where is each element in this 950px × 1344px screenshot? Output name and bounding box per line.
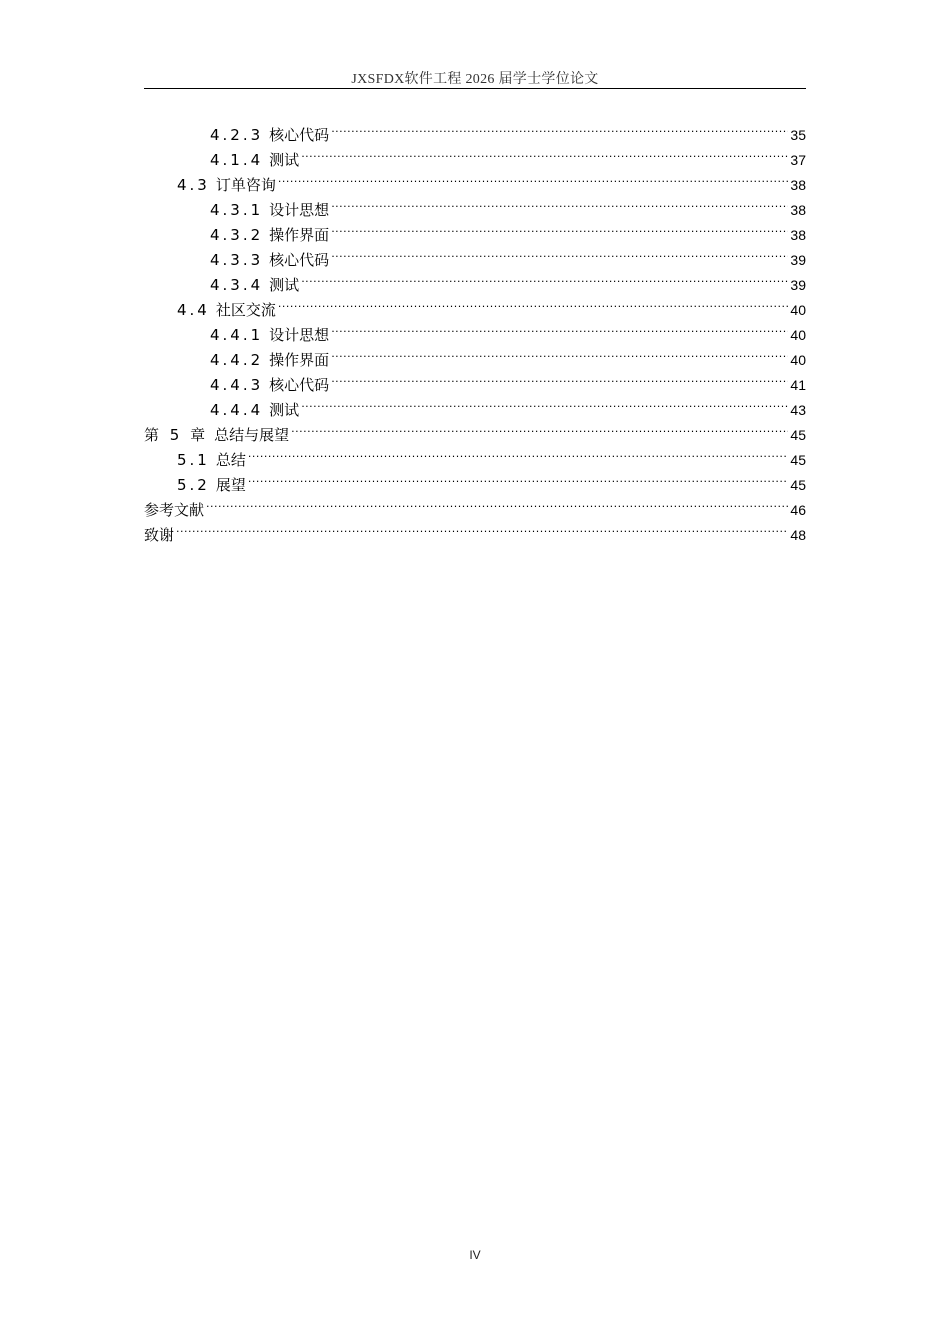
toc-entry-title: 参考文献 xyxy=(144,501,205,519)
toc-dot-leader xyxy=(331,240,788,265)
toc-dot-leader xyxy=(278,165,789,190)
toc-entry-title: 核心代码 xyxy=(269,251,330,269)
toc-entry-number: 第 5 章 xyxy=(144,426,209,444)
toc-entry-page: 45 xyxy=(790,452,806,468)
toc-entry-number: 4.4.2 xyxy=(210,351,264,369)
toc-entry-number: 4.4 xyxy=(177,301,210,319)
toc-entry-number: 5.1 xyxy=(177,451,210,469)
toc-entry-number: 4.3.2 xyxy=(210,226,264,244)
toc-entry-title: 测试 xyxy=(269,401,300,419)
toc-entry-page: 45 xyxy=(790,477,806,493)
toc-dot-leader xyxy=(248,465,789,490)
toc-dot-leader xyxy=(331,340,788,365)
toc-entry-title: 致谢 xyxy=(144,526,175,544)
toc-entry-number: 4.3 xyxy=(177,176,210,194)
toc-entry-title: 操作界面 xyxy=(269,226,330,244)
toc-dot-leader xyxy=(331,365,788,390)
toc-entry-page: 35 xyxy=(790,127,806,143)
toc-dot-leader xyxy=(206,490,788,515)
toc-dot-leader xyxy=(176,515,788,540)
toc-entry-number: 4.3.1 xyxy=(210,201,264,219)
toc-entry-number: 4.4.3 xyxy=(210,376,264,394)
toc-entry-page: 40 xyxy=(790,327,806,343)
toc-dot-leader xyxy=(301,140,788,165)
toc-entry[interactable] xyxy=(144,515,806,544)
toc-entry-page: 46 xyxy=(790,502,806,518)
toc-entry-page: 40 xyxy=(790,302,806,318)
toc-entry-page: 40 xyxy=(790,352,806,368)
toc-entry-number: 4.3.4 xyxy=(210,276,264,294)
toc-dot-leader xyxy=(331,315,788,340)
toc-entry-title: 设计思想 xyxy=(269,326,330,344)
toc-entry-page: 45 xyxy=(790,427,806,443)
toc-entry-title: 测试 xyxy=(269,276,300,294)
toc-dot-leader xyxy=(331,215,788,240)
toc-dot-leader xyxy=(331,190,788,215)
header-rule xyxy=(144,88,806,89)
toc-entry-title: 总结 xyxy=(215,451,246,469)
toc-entry-page: 39 xyxy=(790,252,806,268)
toc-entry-title: 设计思想 xyxy=(269,201,330,219)
toc-entry-title: 测试 xyxy=(269,151,300,169)
toc-entry-title: 操作界面 xyxy=(269,351,330,369)
toc-entry-title: 社区交流 xyxy=(215,301,276,319)
toc-entry-number: 4.4.1 xyxy=(210,326,264,344)
toc-entry-page: 48 xyxy=(790,527,806,543)
toc-entry-page: 38 xyxy=(790,202,806,218)
toc-entry[interactable] xyxy=(144,490,806,519)
toc-entry-number: 4.4.4 xyxy=(210,401,264,419)
toc-entry-page: 38 xyxy=(790,227,806,243)
toc-dot-leader xyxy=(331,115,788,140)
toc-entry-number: 4.1.4 xyxy=(210,151,264,169)
toc-entry-page: 37 xyxy=(790,152,806,168)
toc-dot-leader xyxy=(301,265,788,290)
running-header: JXSFDX软件工程 2026 届学士学位论文 xyxy=(351,72,599,87)
toc-entry-number: 4.2.3 xyxy=(210,126,264,144)
toc-dot-leader xyxy=(248,440,789,465)
toc-entry-page: 41 xyxy=(790,377,806,393)
toc-entry-title: 展望 xyxy=(215,476,246,494)
toc-entry-title: 订单咨询 xyxy=(215,176,276,194)
toc-dot-leader xyxy=(278,290,789,315)
toc-entry-title: 总结与展望 xyxy=(214,426,290,444)
toc-entry-title: 核心代码 xyxy=(269,376,330,394)
toc-dot-leader xyxy=(301,390,788,415)
toc-entry-number: 4.3.3 xyxy=(210,251,264,269)
toc-entry-number: 5.2 xyxy=(177,476,210,494)
toc-dot-leader xyxy=(291,415,788,440)
toc-entry-page: 39 xyxy=(790,277,806,293)
page-number: IV xyxy=(469,1248,481,1262)
toc-entry-page: 43 xyxy=(790,402,806,418)
table-of-contents xyxy=(144,115,806,544)
toc-entry[interactable] xyxy=(144,115,806,144)
toc-entry-title: 核心代码 xyxy=(269,126,330,144)
toc-entry-page: 38 xyxy=(790,177,806,193)
